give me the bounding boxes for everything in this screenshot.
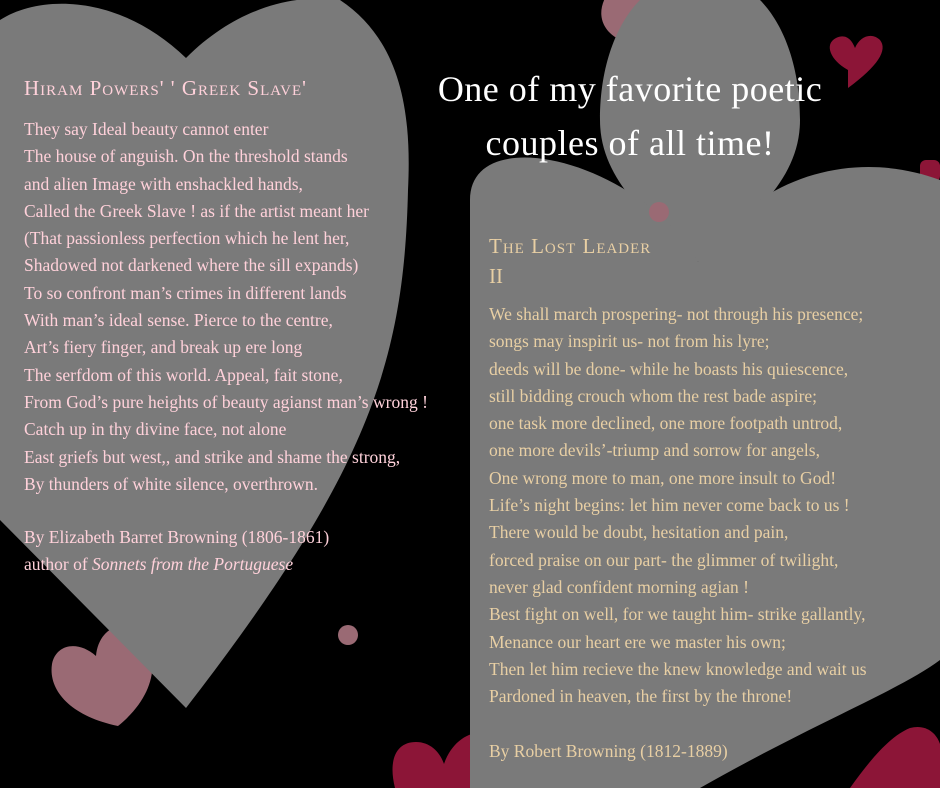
right-poem-line: Menance our heart ere we master his own;: [489, 631, 786, 652]
headline: One of my favorite poetic couples of all time!: [437, 69, 823, 163]
left-poem-line: Art’s fiery finger, and break up ere long: [24, 337, 303, 358]
right-poem-body: [489, 301, 867, 710]
dot-decoration-1: [649, 202, 669, 222]
author-of-prefix: author of: [24, 554, 93, 575]
right-poem-line: Life’s night begins: let him never come back to us !: [489, 495, 850, 516]
left-poem-line: and alien Image with enshackled hands,: [24, 173, 303, 194]
right-poem-line: songs may inspirit us- not from his lyre;: [489, 331, 770, 352]
right-poem-line: one task more declined, one more footpath untrod,: [489, 413, 843, 434]
right-poem-title: The Lost Leader: [489, 234, 652, 258]
right-poem-line: still bidding crouch whom the rest bade aspire;: [489, 385, 818, 406]
right-poem-attribution: By Robert Browning (1812-1889): [489, 741, 728, 761]
left-poem-line: To so confront man’s crimes in different lands: [24, 282, 347, 303]
right-poem-line: deeds will be done- while he boasts his quiescence,: [489, 358, 849, 379]
right-poem-line: One wrong more to man, one more insult to God!: [489, 467, 837, 488]
left-poem-line: By thunders of white silence, overthrown.: [24, 473, 319, 494]
left-poem-line: East griefs but west,, and strike and shame the strong,: [24, 446, 401, 467]
left-poem-line: (That passionless perfection which he lent her,: [24, 228, 350, 249]
left-poem-line: Catch up in thy divine face, not alone: [24, 419, 287, 440]
left-poem-line: Shadowed not darkened where the sill expands): [24, 255, 359, 276]
right-poem-line: Then let him recieve the knew knowledge and wait us: [489, 658, 867, 679]
left-poem-attribution: [24, 524, 329, 579]
left-poem-body: [24, 116, 428, 498]
right-poem-line: forced praise on our part- the glimmer of twilight,: [489, 549, 839, 570]
left-poem-line: From God’s pure heights of beauty agianst man’s wrong !: [24, 391, 428, 412]
left-author-of-line: [24, 551, 329, 578]
left-attribution-line: By Elizabeth Barret Browning (1806-1861): [24, 527, 330, 547]
right-poem-line: Best fight on well, for we taught him- strike gallantly,: [489, 604, 866, 625]
left-poem-line: They say Ideal beauty cannot enter: [24, 119, 269, 139]
right-poem-line: one more devils’-triump and sorrow for angels,: [489, 440, 820, 461]
left-poem-line: With man’s ideal sense. Pierce to the centre,: [24, 310, 333, 331]
left-poem-line: Called the Greek Slave ! as if the artist meant her: [24, 200, 370, 221]
book-title: Sonnets from the Portuguese: [92, 554, 294, 575]
right-poem-part: II: [489, 264, 503, 288]
left-poem-title: Hiram Powers' ' Greek Slave': [24, 76, 307, 100]
right-poem-line: We shall march prospering- not through his presence;: [489, 304, 864, 324]
dot-decoration-2: [338, 625, 358, 645]
right-poem-line: There would be doubt, hesitation and pain,: [489, 522, 789, 543]
left-poem-line: The serfdom of this world. Appeal, fait stone,: [24, 364, 343, 385]
left-poem-line: The house of anguish. On the threshold stands: [24, 146, 348, 167]
right-poem-line: Pardoned in heaven, the first by the throne!: [489, 686, 793, 707]
right-poem-line: never glad confident morning agian !: [489, 576, 749, 597]
